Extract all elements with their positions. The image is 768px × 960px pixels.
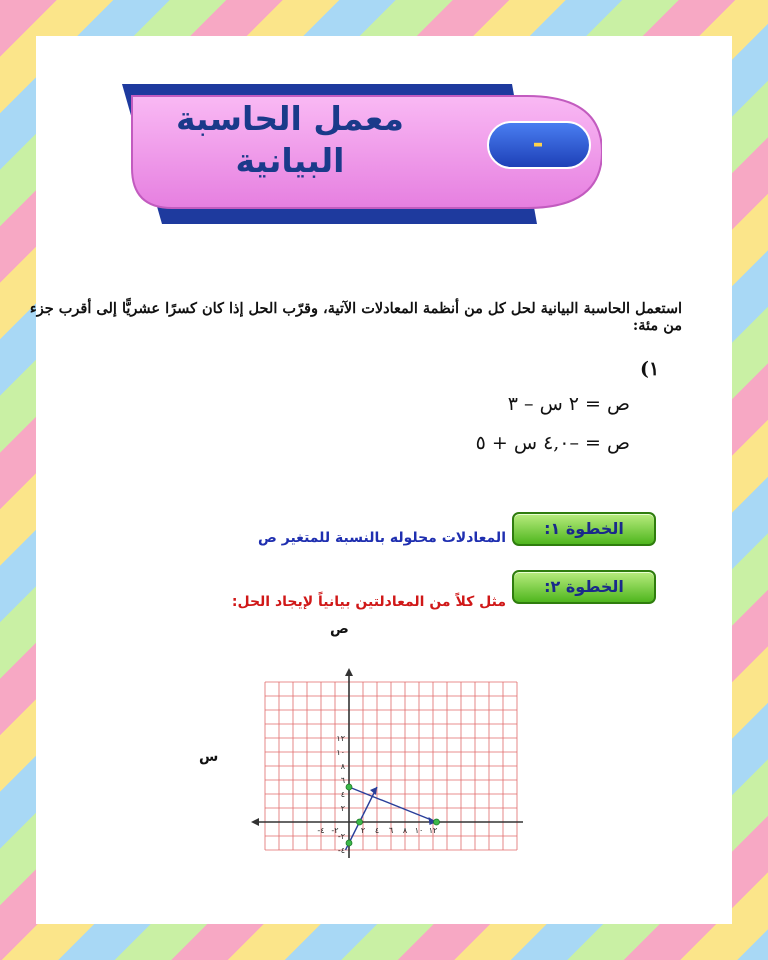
coordinate-graph bbox=[193, 620, 523, 860]
graph-grid bbox=[265, 682, 517, 850]
y-tick-label: ٤ bbox=[340, 790, 345, 799]
equation-2: ص = –٤,٠ س + ٥ bbox=[475, 432, 630, 454]
y-axis-arrow bbox=[345, 668, 353, 676]
x-tick-label: ١٠ bbox=[414, 826, 424, 835]
y-tick-label: ٢ bbox=[340, 804, 345, 813]
title-line-2: البيانية bbox=[235, 141, 345, 180]
step-2-text: مثل كلاً من المعادلتين بيانياً لإيجاد الحل: bbox=[231, 594, 506, 610]
y-tick-label: -٤ bbox=[337, 846, 345, 855]
y-tick-label: -٢ bbox=[337, 832, 345, 841]
title-line-1: معمل الحاسبة bbox=[176, 99, 404, 138]
x-axis-label: س bbox=[199, 749, 219, 765]
step-1-text: المعادلات محلوله بالنسبة للمتغير ص bbox=[258, 530, 506, 546]
y-tick-label: ١٢ bbox=[336, 734, 345, 743]
y-axis-label: ص bbox=[330, 621, 349, 637]
step-1-badge: الخطوة ١: bbox=[512, 512, 656, 546]
x-tick-label: ٤ bbox=[374, 826, 380, 835]
x-tick-label: ١٢ bbox=[428, 826, 438, 835]
page-title bbox=[150, 98, 430, 182]
graph-axes bbox=[251, 668, 523, 858]
y-tick-label: ١٠ bbox=[336, 748, 345, 757]
graph-point bbox=[357, 819, 363, 825]
graph-point bbox=[346, 784, 352, 790]
problem-number: ١) bbox=[640, 358, 660, 380]
graph-point bbox=[434, 819, 440, 825]
graph-point bbox=[346, 840, 352, 846]
x-tick-label: -٢ bbox=[331, 826, 339, 835]
equation-1: ص = ٢ س – ٣ bbox=[507, 393, 630, 415]
x-tick-label: -٤ bbox=[317, 826, 325, 835]
y-tick-label: ٦ bbox=[340, 776, 345, 785]
step-2-badge: الخطوة ٢: bbox=[512, 570, 656, 604]
lesson-number-badge: - bbox=[532, 129, 544, 159]
x-tick-label: ٦ bbox=[388, 826, 394, 835]
x-tick-label: ٢ bbox=[360, 826, 366, 835]
instruction-text: استعمل الحاسبة البيانية لحل كل من أنظمة المعادلات الآتية، وقرّب الحل إذا كان كسرًا عشريًّا إلى أقرب جزء من مئة: bbox=[29, 300, 682, 334]
y-tick-label: ٨ bbox=[340, 762, 345, 771]
x-axis-arrow bbox=[251, 818, 259, 826]
x-tick-label: ٨ bbox=[402, 826, 408, 835]
